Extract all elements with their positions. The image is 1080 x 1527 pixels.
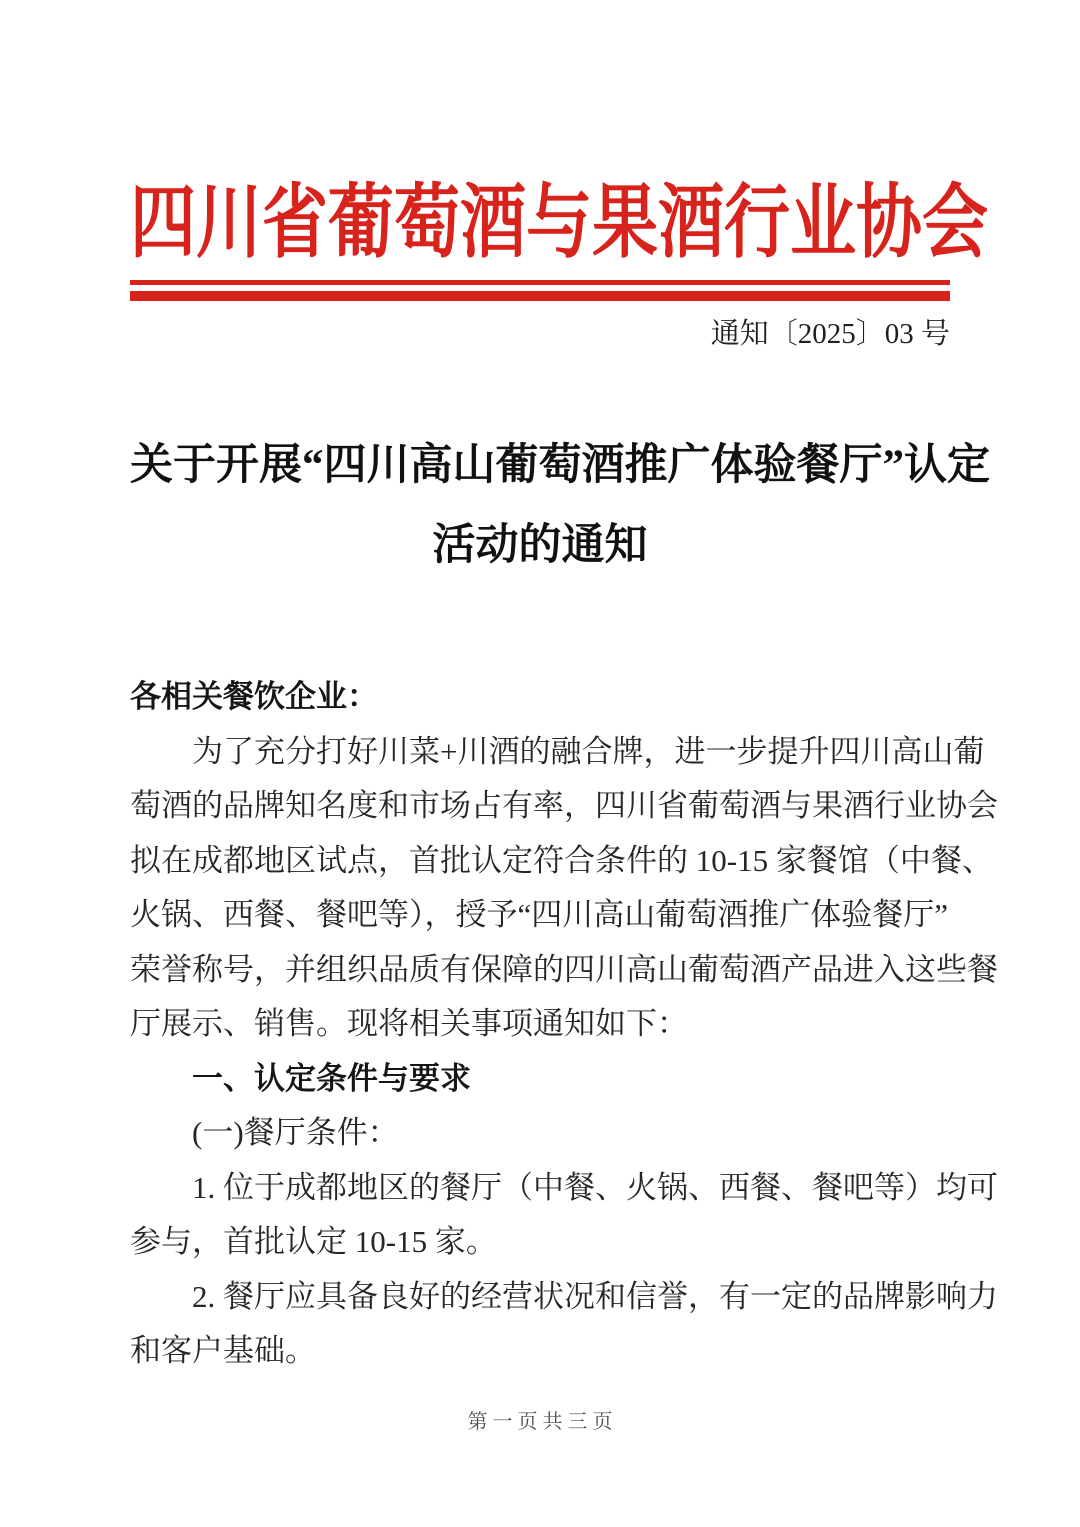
red-divider-thin-line <box>130 280 950 285</box>
body-line: 2. 餐厅应具备良好的经营状况和信誉，有一定的品牌影响力 <box>192 1278 998 1314</box>
body-line: 火锅、西餐、餐吧等），授予“四川高山葡萄酒推广体验餐厅” <box>130 897 949 932</box>
body-line: 厅展示、销售。现将相关事项通知如下： <box>130 1006 688 1041</box>
org-name: 四川省葡萄酒与果酒行业协会 <box>130 179 988 269</box>
doc-number: 通知〔2025〕03 号 <box>710 318 950 350</box>
red-divider-thick-line <box>130 291 950 301</box>
notice-title <box>130 440 990 572</box>
body-line: 荣誉称号，并组织品质有保障的四川高山葡萄酒产品进入这些餐 <box>130 951 998 987</box>
page-footer: 第 一 页 共 三 页 <box>467 1410 613 1433</box>
document-content <box>130 179 998 1435</box>
body-line: 为了充分打好川菜+川酒的融合牌，进一步提升四川高山葡 <box>192 733 985 769</box>
body-line: (一)餐厅条件： <box>192 1115 399 1150</box>
section-heading: 一、认定条件与要求 <box>192 1060 471 1096</box>
notice-body <box>130 670 998 1379</box>
body-line: 和客户基础。 <box>130 1333 316 1368</box>
body-line: 1. 位于成都地区的餐厅（中餐、火锅、西餐、餐吧等）均可 <box>192 1169 998 1205</box>
red-divider <box>130 280 950 301</box>
notice-title-line-1: 关于开展“四川高山葡萄酒推广体验餐厅”认定 <box>130 442 990 489</box>
greeting: 各相关餐饮企业： <box>130 679 378 714</box>
body-line: 拟在成都地区试点，首批认定符合条件的 10-15 家餐馆（中餐、 <box>130 842 993 878</box>
body-line: 参与，首批认定 10-15 家。 <box>130 1224 497 1259</box>
notice-title-line-2: 活动的通知 <box>432 522 648 569</box>
body-line: 萄酒的品牌知名度和市场占有率，四川省葡萄酒与果酒行业协会 <box>130 788 998 823</box>
